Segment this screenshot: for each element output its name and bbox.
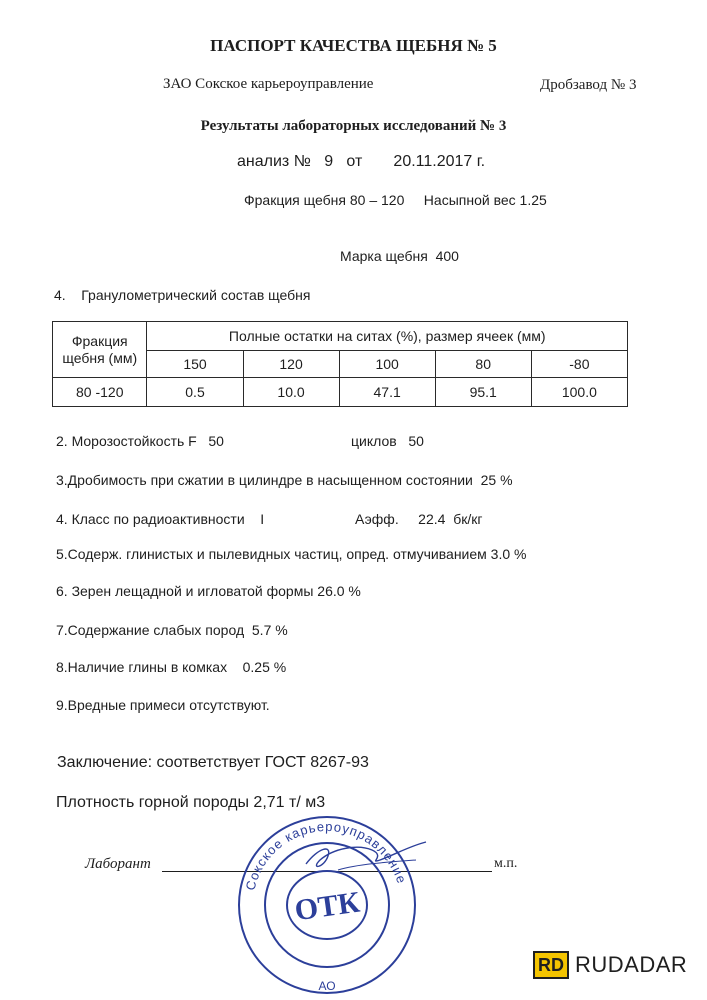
- residue-value-cell: 0.5: [147, 378, 243, 407]
- stamp-ring-text: Сокское карьероуправление: [242, 818, 410, 892]
- plant-name: Дробзавод № 3: [540, 77, 637, 93]
- residue-value-cell: 100.0: [531, 378, 627, 407]
- clay-particles-line: 5.Содерж. глинистых и пылевидных частиц, опред. отмучиванием 3.0 %: [56, 546, 527, 562]
- lab-assistant-label: Лаборант: [85, 856, 151, 872]
- residue-value-cell: 47.1: [339, 378, 435, 407]
- impurities-line: 9.Вредные примеси отсутствуют.: [56, 697, 270, 713]
- sieve-size-cell: 80: [435, 351, 531, 378]
- radioactivity-class-line: 4. Класс по радиоактивности I: [56, 511, 265, 527]
- weak-rocks-line: 7.Содержание слабых пород 5.7 %: [56, 622, 288, 638]
- residue-header: Полные остатки на ситах (%), размер ячеек (мм): [147, 322, 628, 351]
- lab-results-heading: Результаты лабораторных исследований № 3: [200, 118, 507, 134]
- sieve-size-cell: 120: [243, 351, 339, 378]
- flaky-grains-line: 6. Зерен лещадной и игловатой формы 26.0 %: [56, 583, 361, 599]
- watermark-text: RUDADAR: [575, 952, 688, 977]
- cycles-line: циклов 50: [351, 433, 424, 449]
- fraction-header: Фракция щебня (мм): [53, 322, 147, 378]
- stamp-center-text: ОТК: [292, 885, 362, 928]
- fraction-line: Фракция щебня 80 – 120 Насыпной вес 1.25: [244, 192, 547, 208]
- sieve-size-cell: 100: [339, 351, 435, 378]
- sieve-size-cell: 150: [147, 351, 243, 378]
- rudadar-watermark: [533, 950, 687, 980]
- sieve-size-cell: -80: [531, 351, 627, 378]
- stamp-bottom-text: АО: [318, 979, 336, 993]
- watermark-badge: RD: [533, 951, 569, 979]
- analysis-line: анализ № 9 от 20.11.2017 г.: [237, 153, 486, 170]
- table-row: [53, 378, 628, 407]
- seal-place-label: м.п.: [494, 856, 518, 871]
- fraction-cell: 80 -120: [53, 378, 147, 407]
- grade-line: Марка щебня 400: [340, 248, 459, 264]
- crushing-line: 3.Дробимость при сжатии в цилиндре в насыщенном состоянии 25 %: [56, 472, 513, 488]
- clay-lumps-line: 8.Наличие глины в комках 0.25 %: [56, 659, 287, 675]
- handwritten-signature: [298, 830, 438, 880]
- residue-value-cell: 10.0: [243, 378, 339, 407]
- organization-name: ЗАО Сокское карьероуправление: [163, 76, 374, 92]
- conclusion-line: Заключение: соответствует ГОСТ 8267-93: [57, 754, 369, 771]
- density-line: Плотность горной породы 2,71 т/ м3: [56, 794, 326, 811]
- frost-resistance-line: 2. Морозостойкость F 50: [56, 433, 224, 449]
- granulometry-table: [52, 321, 628, 407]
- aeff-line: Аэфф. 22.4 бк/кг: [355, 511, 483, 527]
- section-granulometry-title: 4. Гранулометрический состав щебня: [54, 287, 311, 303]
- document-title: ПАСПОРТ КАЧЕСТВА ЩЕБНЯ № 5: [210, 36, 497, 55]
- residue-value-cell: 95.1: [435, 378, 531, 407]
